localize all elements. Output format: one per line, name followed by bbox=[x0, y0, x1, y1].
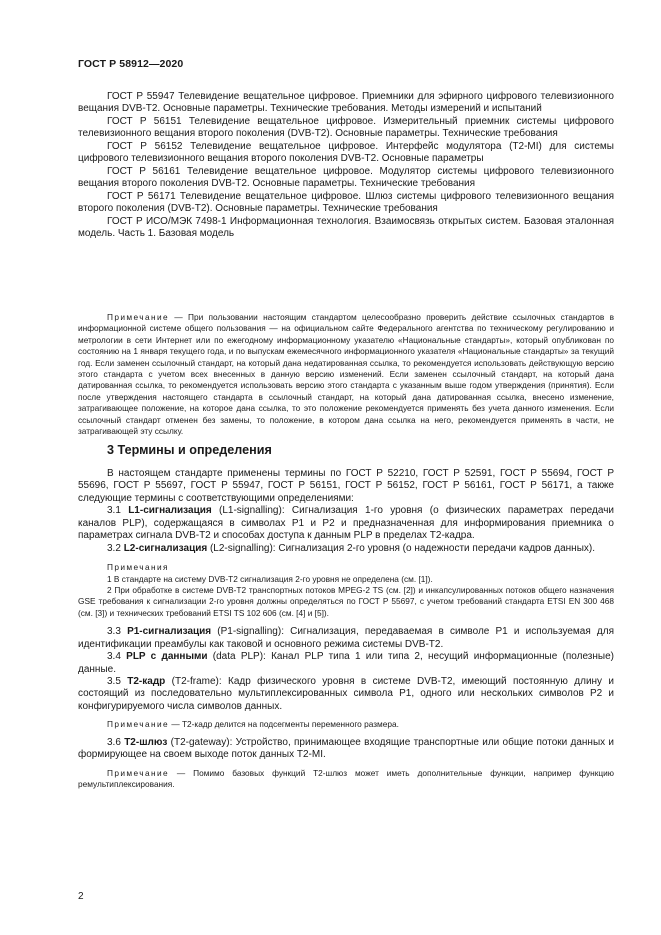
term-3-2: 3.2 L2-сигнализация (L2-signalling): Сигнализация 2-го уровня (о надежности передачи кадров данных). bbox=[107, 542, 595, 554]
note-item: 2 При обработке в системе DVB-T2 транспортных потоков MPEG-2 TS (см. [2]) и инкапсулированных потоков общего назначения GSE требования к сигнализации 2-го уровня должны определяться по ГОСТ Р 55697, с учетом требований стандарта ETSI EN 300 468 (см. [3]) и технических требований ETSI TS 102 606 (см. [4] и [5]). bbox=[78, 584, 614, 618]
term-name: L2-сигнализация bbox=[123, 542, 208, 554]
section-title: 3 Термины и определения bbox=[107, 443, 272, 457]
page-header: ГОСТ Р 58912—2020 bbox=[78, 58, 184, 70]
reference-item: ГОСТ Р ИСО/МЭК 7498-1 Информационная технология. Взаимосвязь открытых систем. Базовая эталонная модель. Часть 1. Базовая модель bbox=[78, 215, 614, 239]
reference-item: ГОСТ Р 56171 Телевидение вещательное цифровое. Шлюз системы цифрового телевизионного вещания второго поколения (DVB-T2). Основные параметры. Технические требования bbox=[78, 190, 614, 215]
notes-3-2 bbox=[78, 562, 614, 619]
reference-item: ГОСТ Р 56152 Телевидение вещательное цифровое. Интерфейс модулятора (T2-MI) для системы цифрового телевизионного вещания второго поколения DVB-T2. Основные параметры bbox=[78, 140, 614, 165]
note-item: 1 В стандарте на систему DVB-T2 сигнализация 2-го уровня не определена (см. [1]). bbox=[107, 573, 433, 584]
note-text: — При пользовании настоящим стандартом целесообразно проверить действие ссылочных стандартов в информационной системе общего пользования — на официальном сайте Федерального агентства по техническому регулированию и метрологии в сети Интернет или по ежегодному информационному указателю «Национальные стандарты», который опубликован по состоянию на 1 января текущего года, и по выпускам ежемесячного информационного указателя «Национальные стандарты» за текущий год. Если заменен ссылочный стандарт, на который дана недатированная ссылка, то рекомендуется использовать действующую версию этого стандарта с учетом всех внесенных в данную версию изменений. Если заменен ссылочный стандарт, на который дана датированная ссылка, то рекомендуется использовать версию этого стандарта с указанным выше годом утверждения (принятия). Если после утверждения настоящего стандарта в ссылочный стандарт, на который дана датированная ссылка, внесено изменение, затрагивающее положение, на которое дана ссылка, то это положение рекомендуется применять без учета данного изменения. Если ссылочный стандарт отменен без замены, то положение, в котором дана ссылка на него, рекомендуется применять в части, не затрагивающей эту ссылку. bbox=[78, 312, 614, 437]
reference-item: ГОСТ Р 55947 Телевидение вещательное цифровое. Приемники для эфирного цифрового телевизионного вещания DVB-T2. Основные параметры. Технические требования. Методы измерений и испытаний bbox=[78, 91, 614, 115]
note-3-5: Примечание — T2-кадр делится на подсегменты переменного размера. bbox=[107, 719, 399, 730]
term-3-6: 3.6 T2-шлюз (T2-gateway): Устройство, принимающее входящие транспортные или общие потоки данных и формирующее на своем выходе поток данных T2-MI. bbox=[78, 736, 614, 761]
note-label: Примечание bbox=[107, 719, 170, 730]
reference-item: ГОСТ Р 56161 Телевидение вещательное цифровое. Модулятор системы цифрового телевизионного вещания второго поколения DVB-T2. Основные параметры. Технические требования bbox=[78, 165, 614, 190]
terms-body bbox=[78, 468, 614, 791]
notes-label: Примечания bbox=[107, 562, 169, 573]
reference-list bbox=[78, 91, 614, 240]
note-label: Примечание bbox=[107, 767, 170, 778]
term-3-1: 3.1 L1-сигнализация (L1-signalling): Сигнализация 1-го уровня (о физических параметрах передачи каналов PLP), содержащаяся в символах P1 и P2 и предназначенная для информирования приемника о параметрах сигнала DVB-T2 и способах доступа к данным PLP в пределах T2-кадра. bbox=[78, 505, 614, 542]
term-name: L1-сигнализация bbox=[128, 505, 212, 517]
term-3-4: 3.4 PLP с данными (data PLP): Канал PLP типа 1 или типа 2, несущий информационные (полезные) данные. bbox=[78, 651, 614, 675]
term-3-5: 3.5 T2-кадр (T2-frame): Кадр физического уровня в системе DVB-T2, имеющий постоянную длину и состоящий из последовательно мультиплексированных символа P1, одного или нескольких символов P2 и конфигурируемого числа символов данных. bbox=[78, 676, 614, 712]
reference-item: ГОСТ Р 56151 Телевидение вещательное цифровое. Измерительный приемник системы цифрового телевизионного вещания второго поколения (DVB-T2). Основные параметры. Технические требования bbox=[78, 115, 614, 140]
intro-paragraph: В настоящем стандарте применены термины по ГОСТ Р 52210, ГОСТ Р 52591, ГОСТ Р 55694, ГОСТ Р 55696, ГОСТ Р 55697, ГОСТ Р 55947, ГОСТ Р 56151, ГОСТ Р 56152, ГОСТ Р 56161, ГОСТ Р 56171, а также следующие термины с соответствующими определениями: bbox=[78, 468, 614, 504]
note-label: Примечание bbox=[107, 312, 170, 322]
term-name: T2-кадр bbox=[127, 676, 166, 688]
note-references bbox=[78, 312, 614, 437]
page-number: 2 bbox=[78, 891, 84, 902]
term-name: T2-шлюз bbox=[124, 736, 168, 748]
section-heading bbox=[78, 443, 614, 457]
term-name: P1-сигнализация bbox=[127, 626, 212, 638]
term-3-3: 3.3 P1-сигнализация (P1-signalling): Сигнализация, передаваемая в символе P1 и используемая для идентификации преамбулы как таковой и основного режима системы DVB-T2. bbox=[78, 626, 614, 650]
note-3-6: Примечание — Помимо базовых функций T2-шлюз может иметь дополнительные функции, например функцию ремультиплексирования. bbox=[78, 767, 614, 790]
term-name: PLP с данными bbox=[126, 651, 208, 663]
